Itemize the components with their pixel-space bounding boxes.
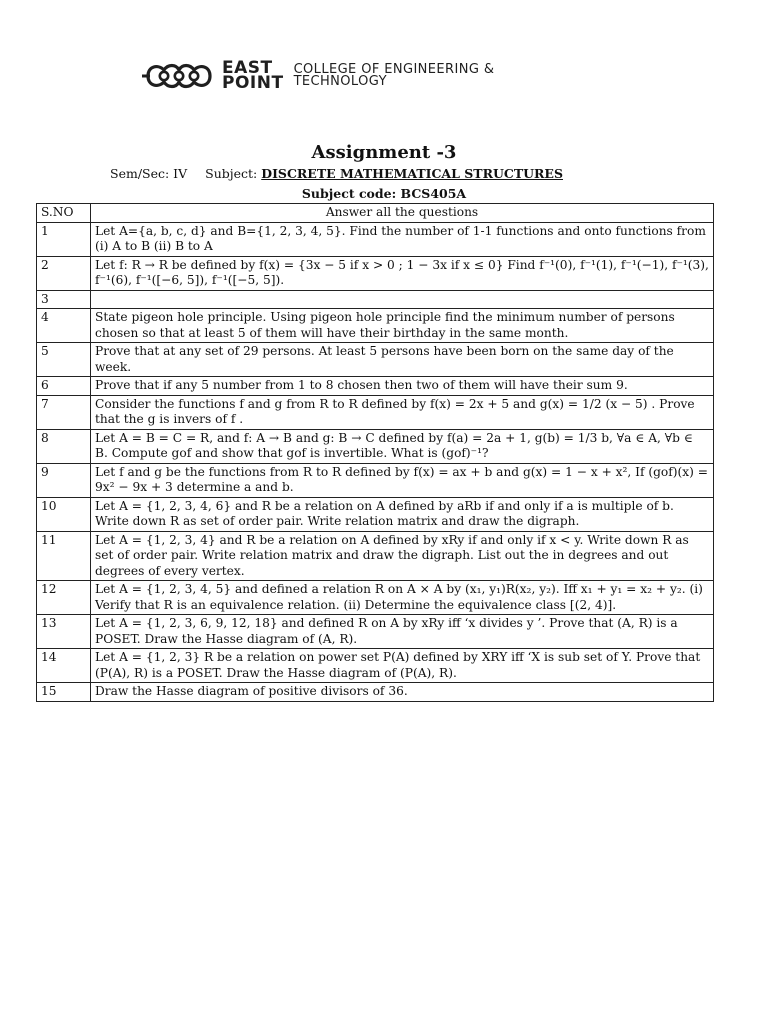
column-header-sno: S.NO xyxy=(37,204,91,223)
question-text xyxy=(91,290,714,309)
college-emblem-icon xyxy=(140,56,218,96)
question-text: Let A = {1, 2, 3, 4, 5} and defined a relation R on A × A by (x₁, y₁)R(x₂, y₂). Iff x₁ + y₁ = x₂ + y₂. (i) Verify that R is an equivalence relation. (ii) Determine the equivalence class [(2, 4)]. xyxy=(91,581,714,615)
subject-code: Subject code: BCS405A xyxy=(301,186,467,201)
question-text: Let A = {1, 2, 3, 4} and R be a relation on A defined by xRy if and only if x < y. Write down R as set of order pair. Write relation matrix and draw the digraph. List out the in degrees and out degrees of every vertex. xyxy=(91,531,714,581)
question-text: Let A = B = C = R, and f: A → B and g: B → C defined by f(a) = 2a + 1, g(b) = 1/3 b, ∀a ∈ A, ∀b ∈ B. Compute gof and show that gof is invertible. What is (gof)⁻¹? xyxy=(91,429,714,463)
question-number: 4 xyxy=(37,309,91,343)
table-row xyxy=(37,395,714,429)
table-row xyxy=(37,581,714,615)
table-row xyxy=(37,377,714,396)
question-number: 2 xyxy=(37,256,91,290)
table-row xyxy=(37,463,714,497)
question-number: 13 xyxy=(37,615,91,649)
college-logo xyxy=(140,56,494,96)
table-header-row xyxy=(37,204,714,223)
logo-college-line1: COLLEGE OF ENGINEERING & xyxy=(293,62,495,77)
question-text: Let A = {1, 2, 3, 6, 9, 12, 18} and defined R on A by xRy iff ‘x divides y ’. Prove that (A, R) is a POSET. Draw the Hasse diagram of (A, R). xyxy=(91,615,714,649)
table-row xyxy=(37,343,714,377)
column-header-questions: Answer all the questions xyxy=(91,204,714,223)
question-number: 6 xyxy=(37,377,91,396)
question-number: 5 xyxy=(37,343,91,377)
questions-table xyxy=(36,203,714,702)
logo-point-text: POINT xyxy=(222,73,284,93)
question-number: 12 xyxy=(37,581,91,615)
question-number: 3 xyxy=(37,290,91,309)
table-row xyxy=(37,309,714,343)
table-row xyxy=(37,649,714,683)
logo-college-line2: TECHNOLOGY xyxy=(293,74,387,89)
table-row xyxy=(37,429,714,463)
table-row xyxy=(37,222,714,256)
question-number: 7 xyxy=(37,395,91,429)
question-text: Let f and g be the functions from R to R defined by f(x) = ax + b and g(x) = 1 − x + x², If (gof)(x) = 9x² − 9x + 3 determine a and b. xyxy=(91,463,714,497)
subject-label: Subject: xyxy=(205,166,258,181)
question-text: Draw the Hasse diagram of positive divisors of 36. xyxy=(91,683,714,702)
sem-sec-label: Sem/Sec: IV xyxy=(110,166,188,181)
question-text: State pigeon hole principle. Using pigeon hole principle find the minimum number of persons chosen so that at least 5 of them will have their birthday in the same month. xyxy=(91,309,714,343)
table-row xyxy=(37,256,714,290)
logo-east-text: EAST xyxy=(222,58,273,78)
question-text: Prove that at any set of 29 persons. At least 5 persons have been born on the same day of the week. xyxy=(91,343,714,377)
question-number: 10 xyxy=(37,497,91,531)
question-number: 1 xyxy=(37,222,91,256)
subject-value: DISCRETE MATHEMATICAL STRUCTURES xyxy=(261,166,563,181)
question-number: 9 xyxy=(37,463,91,497)
question-text: Let f: R → R be defined by f(x) = {3x − 5 if x > 0 ; 1 − 3x if x ≤ 0} Find f⁻¹(0), f⁻¹(1), f⁻¹(−1), f⁻¹(3), f⁻¹(6), f⁻¹([−6, 5]), f⁻¹([−5, 5]). xyxy=(91,256,714,290)
question-text: Let A={a, b, c, d} and B={1, 2, 3, 4, 5}. Find the number of 1-1 functions and onto functions from (i) A to B (ii) B to A xyxy=(91,222,714,256)
question-number: 8 xyxy=(37,429,91,463)
question-text: Prove that if any 5 number from 1 to 8 chosen then two of them will have their sum 9. xyxy=(91,377,714,396)
table-row xyxy=(37,290,714,309)
table-row xyxy=(37,497,714,531)
question-number: 14 xyxy=(37,649,91,683)
table-row xyxy=(37,531,714,581)
question-text: Consider the functions f and g from R to R defined by f(x) = 2x + 5 and g(x) = 1/2 (x − 5) . Prove that the g is invers of f . xyxy=(91,395,714,429)
table-row xyxy=(37,683,714,702)
assignment-title: Assignment -3 xyxy=(311,142,457,163)
question-text: Let A = {1, 2, 3} R be a relation on power set P(A) defined by XRY iff ‘X is sub set of Y. Prove that (P(A), R) is a POSET. Draw the Hasse diagram of (P(A), R). xyxy=(91,649,714,683)
question-number: 11 xyxy=(37,531,91,581)
question-number: 15 xyxy=(37,683,91,702)
question-text: Let A = {1, 2, 3, 4, 6} and R be a relation on A defined by aRb if and only if a is multiple of b. Write down R as set of order pair. Write relation matrix and draw the digraph. xyxy=(91,497,714,531)
subject-line xyxy=(110,166,563,181)
table-row xyxy=(37,615,714,649)
